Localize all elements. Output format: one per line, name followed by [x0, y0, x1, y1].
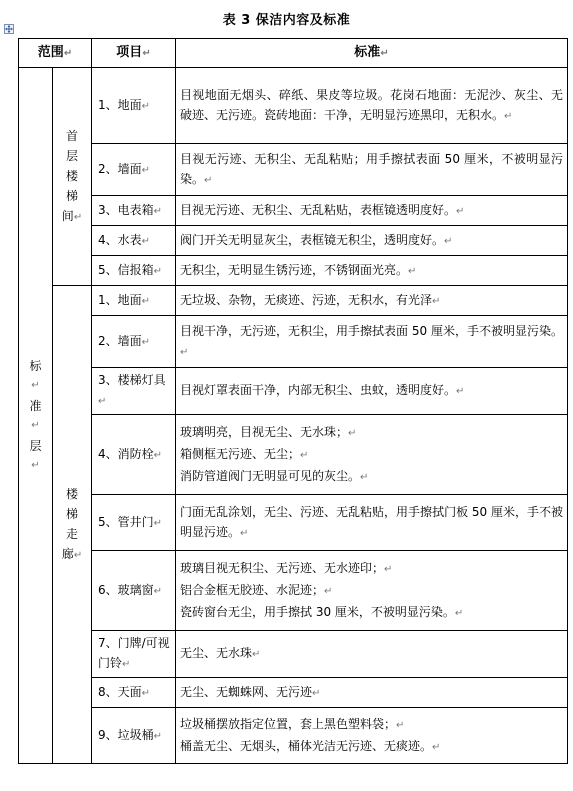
standard-text: 目视干净，无污迹，无积尘，用手擦拭表面 50 厘米，手不被明显污染。 — [180, 323, 563, 338]
area-char: 层 — [29, 438, 42, 453]
table-header-row — [19, 39, 568, 68]
standard-line — [180, 290, 563, 312]
paragraph-mark: ↵ — [31, 379, 40, 391]
standard-text: 无积尘，无明显生锈污迹，不锈钢面光亮。 — [180, 262, 409, 277]
item-label: 3、电表箱 — [98, 202, 154, 217]
table-row — [19, 708, 568, 764]
table-row — [19, 226, 568, 256]
item-cell — [92, 196, 176, 226]
group-char: 层 — [65, 148, 78, 163]
paragraph-mark: ↵ — [141, 687, 151, 699]
group-char: 廊↵ — [61, 546, 83, 561]
standard-line — [180, 149, 563, 191]
paragraph-mark: ↵ — [444, 235, 453, 247]
standard-line — [180, 643, 563, 665]
item-label: 3、楼梯灯具 — [98, 373, 166, 387]
item-label: 1、地面 — [98, 292, 142, 307]
table-caption: 表 3 保洁内容及标准 — [222, 13, 351, 28]
table-row — [19, 631, 568, 678]
standard-cell — [176, 708, 568, 764]
header-item: 项目↵ — [92, 39, 176, 68]
paragraph-mark: ↵ — [348, 427, 357, 439]
item-label: 5、管井门 — [98, 514, 154, 529]
area-char: 标 — [29, 358, 42, 373]
standard-text: 门面无乱涂划，无尘、污迹、无乱粘贴，用手擦拭门板 50 厘米，手不被明显污迹。 — [180, 504, 563, 539]
area-cell-outer — [19, 68, 53, 764]
item-cell — [92, 256, 176, 286]
standard-cell — [176, 631, 568, 678]
group-name-cell — [53, 68, 92, 286]
item-cell — [92, 226, 176, 256]
item-label: 2、墙面 — [98, 333, 142, 348]
table-row — [19, 68, 568, 144]
paragraph-mark: ↵ — [141, 100, 151, 112]
group-char: 楼 — [65, 168, 78, 183]
table-row — [19, 256, 568, 286]
standard-text: 玻璃目视无积尘、无污迹、无水迹印； — [180, 560, 385, 575]
standard-text: 无尘、无蜘蛛网、无污迹 — [180, 684, 313, 699]
paragraph-mark: ↵ — [454, 607, 464, 619]
standard-line — [180, 260, 563, 282]
standard-cell — [176, 256, 568, 286]
item-label: 4、消防栓 — [98, 446, 154, 461]
table-row — [19, 495, 568, 551]
item-label: 1、地面 — [98, 97, 142, 112]
standard-cell — [176, 551, 568, 631]
paragraph-mark: ↵ — [312, 687, 321, 699]
paragraph-mark: ↵ — [396, 719, 405, 731]
paragraph-mark: ↵ — [122, 659, 131, 670]
standard-line — [180, 466, 563, 488]
standard-cell — [176, 144, 568, 196]
group-char: 梯 — [65, 188, 78, 203]
paragraph-mark: ↵ — [153, 730, 163, 742]
paragraph-mark: ↵ — [73, 211, 83, 223]
group-char: 首 — [65, 128, 78, 143]
item-label: 5、信报箱 — [98, 262, 154, 277]
group-char: 梯 — [65, 506, 78, 521]
table-row — [19, 316, 568, 368]
item-cell — [92, 68, 176, 144]
standard-line — [180, 602, 563, 624]
standard-line — [180, 422, 563, 444]
standard-line — [180, 85, 563, 127]
item-cell — [92, 286, 176, 316]
paragraph-mark: ↵ — [98, 396, 107, 407]
standard-text: 目视无污迹、无积尘、无乱粘贴；用手擦拭表面 50 厘米，不被明显污染。 — [180, 151, 563, 186]
paragraph-mark: ↵ — [153, 265, 163, 277]
item-label: 4、水表 — [98, 232, 142, 247]
table-move-handle-icon[interactable] — [4, 24, 14, 34]
standard-cell — [176, 316, 568, 368]
paragraph-mark: ↵ — [408, 265, 417, 277]
paragraph-mark: ↵ — [252, 649, 261, 660]
standard-line — [180, 444, 563, 466]
paragraph-mark: ↵ — [504, 110, 513, 122]
paragraph-mark: ↵ — [204, 174, 213, 186]
standard-text: 玻璃明亮，目视无尘、无水珠； — [180, 424, 349, 439]
table-row — [19, 368, 568, 415]
item-label: 2、墙面 — [98, 161, 142, 176]
item-cell — [92, 368, 176, 415]
area-char: 准 — [29, 398, 42, 413]
standard-line — [180, 380, 563, 402]
item-cell — [92, 495, 176, 551]
standard-text: 无尘、无水珠 — [180, 646, 253, 660]
cleaning-standards-table — [18, 38, 568, 764]
table-row — [19, 144, 568, 196]
table-body — [19, 68, 568, 764]
paragraph-mark: ↵ — [73, 549, 83, 561]
paragraph-mark: ↵ — [141, 295, 151, 307]
standard-line — [180, 682, 563, 704]
paragraph-mark: ↵ — [300, 449, 309, 461]
item-cell — [92, 708, 176, 764]
paragraph-mark: ↵ — [432, 295, 441, 307]
standard-text: 桶盖无尘、无烟头，桶体光洁无污迹、无痰迹。 — [180, 738, 433, 753]
paragraph-mark: ↵ — [153, 517, 163, 529]
paragraph-mark: ↵ — [456, 205, 465, 217]
standard-text: 无垃圾、杂物，无痰迹、污迹，无积水，有光泽 — [180, 292, 433, 307]
paragraph-mark: ↵ — [360, 471, 369, 483]
paragraph-mark: ↵ — [153, 449, 163, 461]
standard-text: 目视地面无烟头、碎纸、果皮等垃圾。花岗石地面：无泥沙、灰尘、无破迹、无污迹。瓷砖地面：干净，无明显污迹黑印，无积水。 — [180, 87, 563, 122]
standard-line — [180, 736, 563, 758]
group-char: 楼 — [65, 486, 78, 501]
header-area: 范围↵ — [19, 39, 92, 68]
standard-text: 目视灯罩表面干净，内部无积尘、虫蚊，透明度好。 — [180, 383, 457, 397]
group-name-cell — [53, 286, 92, 764]
standard-line — [180, 558, 563, 580]
standard-cell — [176, 368, 568, 415]
paragraph-mark: ↵ — [31, 459, 40, 471]
standard-cell — [176, 226, 568, 256]
header-standard: 标准↵ — [176, 39, 568, 68]
standard-line — [180, 200, 563, 222]
standard-line — [180, 580, 563, 602]
item-cell — [92, 415, 176, 495]
item-cell — [92, 678, 176, 708]
standard-cell — [176, 286, 568, 316]
standard-line — [180, 230, 563, 252]
paragraph-mark: ↵ — [141, 235, 151, 247]
standard-line — [180, 321, 563, 363]
standard-text: 垃圾桶摆放指定位置，套上黑色塑料袋； — [180, 716, 397, 731]
paragraph-mark: ↵ — [240, 527, 249, 539]
paragraph-mark: ↵ — [141, 336, 151, 348]
paragraph-mark: ↵ — [141, 164, 151, 176]
paragraph-mark: ↵ — [153, 585, 163, 597]
standard-line — [180, 502, 563, 544]
item-cell — [92, 144, 176, 196]
standard-cell — [176, 678, 568, 708]
standard-text: 瓷砖窗台无尘，用手擦拭 30 厘米，不被明显污染。 — [180, 604, 455, 619]
item-cell — [92, 316, 176, 368]
item-label: 7、门牌/可视门铃 — [98, 636, 170, 670]
table-row — [19, 678, 568, 708]
item-label: 9、垃圾桶 — [98, 727, 154, 742]
paragraph-mark: ↵ — [384, 563, 393, 575]
item-cell — [92, 631, 176, 678]
paragraph-mark: ↵ — [180, 346, 189, 358]
paragraph-mark: ↵ — [456, 386, 465, 397]
standard-cell — [176, 495, 568, 551]
group-char: 走 — [65, 526, 78, 541]
standard-cell — [176, 415, 568, 495]
standard-text: 铝合金框无胶迹、水泥迹； — [180, 582, 325, 597]
standard-line — [180, 714, 563, 736]
item-label: 8、天面 — [98, 684, 142, 699]
standard-text: 消防管道阀门无明显可见的灰尘。 — [180, 468, 361, 483]
standard-cell — [176, 196, 568, 226]
paragraph-mark: ↵ — [31, 419, 40, 431]
standard-cell — [176, 68, 568, 144]
group-char: 间↵ — [61, 208, 83, 223]
table-row — [19, 551, 568, 631]
paragraph-mark: ↵ — [432, 741, 441, 753]
table-row — [19, 286, 568, 316]
standard-text: 目视无污迹、无积尘、无乱粘贴，表框镜透明度好。 — [180, 202, 457, 217]
paragraph-mark: ↵ — [153, 205, 163, 217]
table-row — [19, 415, 568, 495]
paragraph-mark: ↵ — [324, 585, 333, 597]
standard-text: 阀门开关无明显灰尘，表框镜无积尘，透明度好。 — [180, 232, 445, 247]
table-row — [19, 196, 568, 226]
item-label: 6、玻璃窗 — [98, 582, 154, 597]
item-cell — [92, 551, 176, 631]
standard-text: 箱侧框无污迹、无尘； — [180, 446, 301, 461]
